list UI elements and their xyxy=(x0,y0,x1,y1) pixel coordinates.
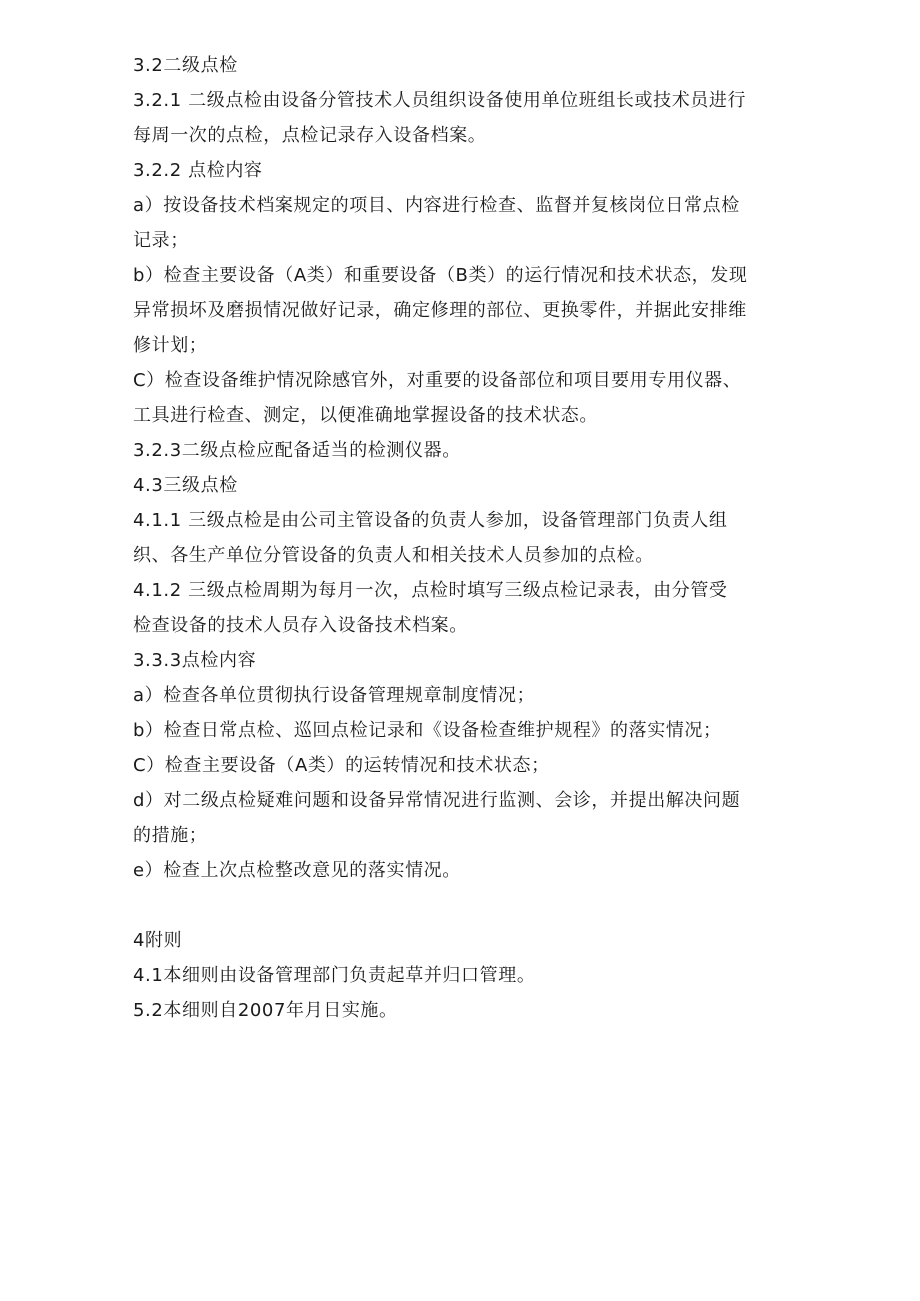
list-item: C）检查设备维护情况除感官外，对重要的设备部位和项目要用专用仪器、 xyxy=(133,370,742,391)
list-item: a）检查各单位贯彻执行设备管理规章制度情况； xyxy=(133,685,536,706)
appendix-heading: 4附则 xyxy=(133,930,183,951)
paragraph-line: 3.2.1 二级点检由设备分管技术人员组织设备使用单位班组长或技术员进行 xyxy=(133,90,747,111)
paragraph-line: 织、各生产单位分管设备的负责人和相关技术人员参加的点检。 xyxy=(133,545,654,566)
paragraph-line: 4.1.2 三级点检周期为每月一次，点检时填写三级点检记录表，由分管受 xyxy=(133,580,728,601)
section-heading: 3.2二级点检 xyxy=(133,55,238,76)
paragraph-gap xyxy=(133,888,813,923)
subsection-heading: 3.2.2 点检内容 xyxy=(133,160,263,181)
list-item: b）检查日常点检、巡回点检记录和《设备检查维护规程》的落实情况； xyxy=(133,720,722,741)
paragraph-line: 检查设备的技术人员存入设备技术档案。 xyxy=(133,615,468,636)
document-body xyxy=(133,48,813,1028)
subsection-heading: 3.3.3点检内容 xyxy=(133,650,257,671)
list-item: e）检查上次点检整改意见的落实情况。 xyxy=(133,860,461,881)
appendix-item: 4.1本细则由设备管理部门负责起草并归口管理。 xyxy=(133,965,536,986)
list-item-continuation: 修计划； xyxy=(133,335,208,356)
list-item-continuation: 异常损坏及磨损情况做好记录，确定修理的部位、更换零件，并据此安排维 xyxy=(133,300,747,321)
paragraph-line: 3.2.3二级点检应配备适当的检测仪器。 xyxy=(133,440,461,461)
list-item-continuation: 工具进行检查、测定，以便准确地掌握设备的技术状态。 xyxy=(133,405,598,426)
list-item: a）按设备技术档案规定的项目、内容进行检查、监督并复核岗位日常点检 xyxy=(133,195,740,216)
section-heading: 4.3三级点检 xyxy=(133,475,238,496)
list-item-continuation: 的措施； xyxy=(133,825,208,846)
list-item-continuation: 记录； xyxy=(133,230,189,251)
appendix-item: 5.2本细则自2007年月日实施。 xyxy=(133,1000,398,1021)
list-item: d）对二级点检疑难问题和设备异常情况进行监测、会诊，并提出解决问题 xyxy=(133,790,741,811)
list-item: b）检查主要设备（A类）和重要设备（B类）的运行情况和技术状态，发现 xyxy=(133,265,748,286)
paragraph-line: 每周一次的点检，点检记录存入设备档案。 xyxy=(133,125,487,146)
paragraph-line: 4.1.1 三级点检是由公司主管设备的负责人参加，设备管理部门负责人组 xyxy=(133,510,728,531)
list-item: C）检查主要设备（A类）的运转情况和技术状态； xyxy=(133,755,550,776)
